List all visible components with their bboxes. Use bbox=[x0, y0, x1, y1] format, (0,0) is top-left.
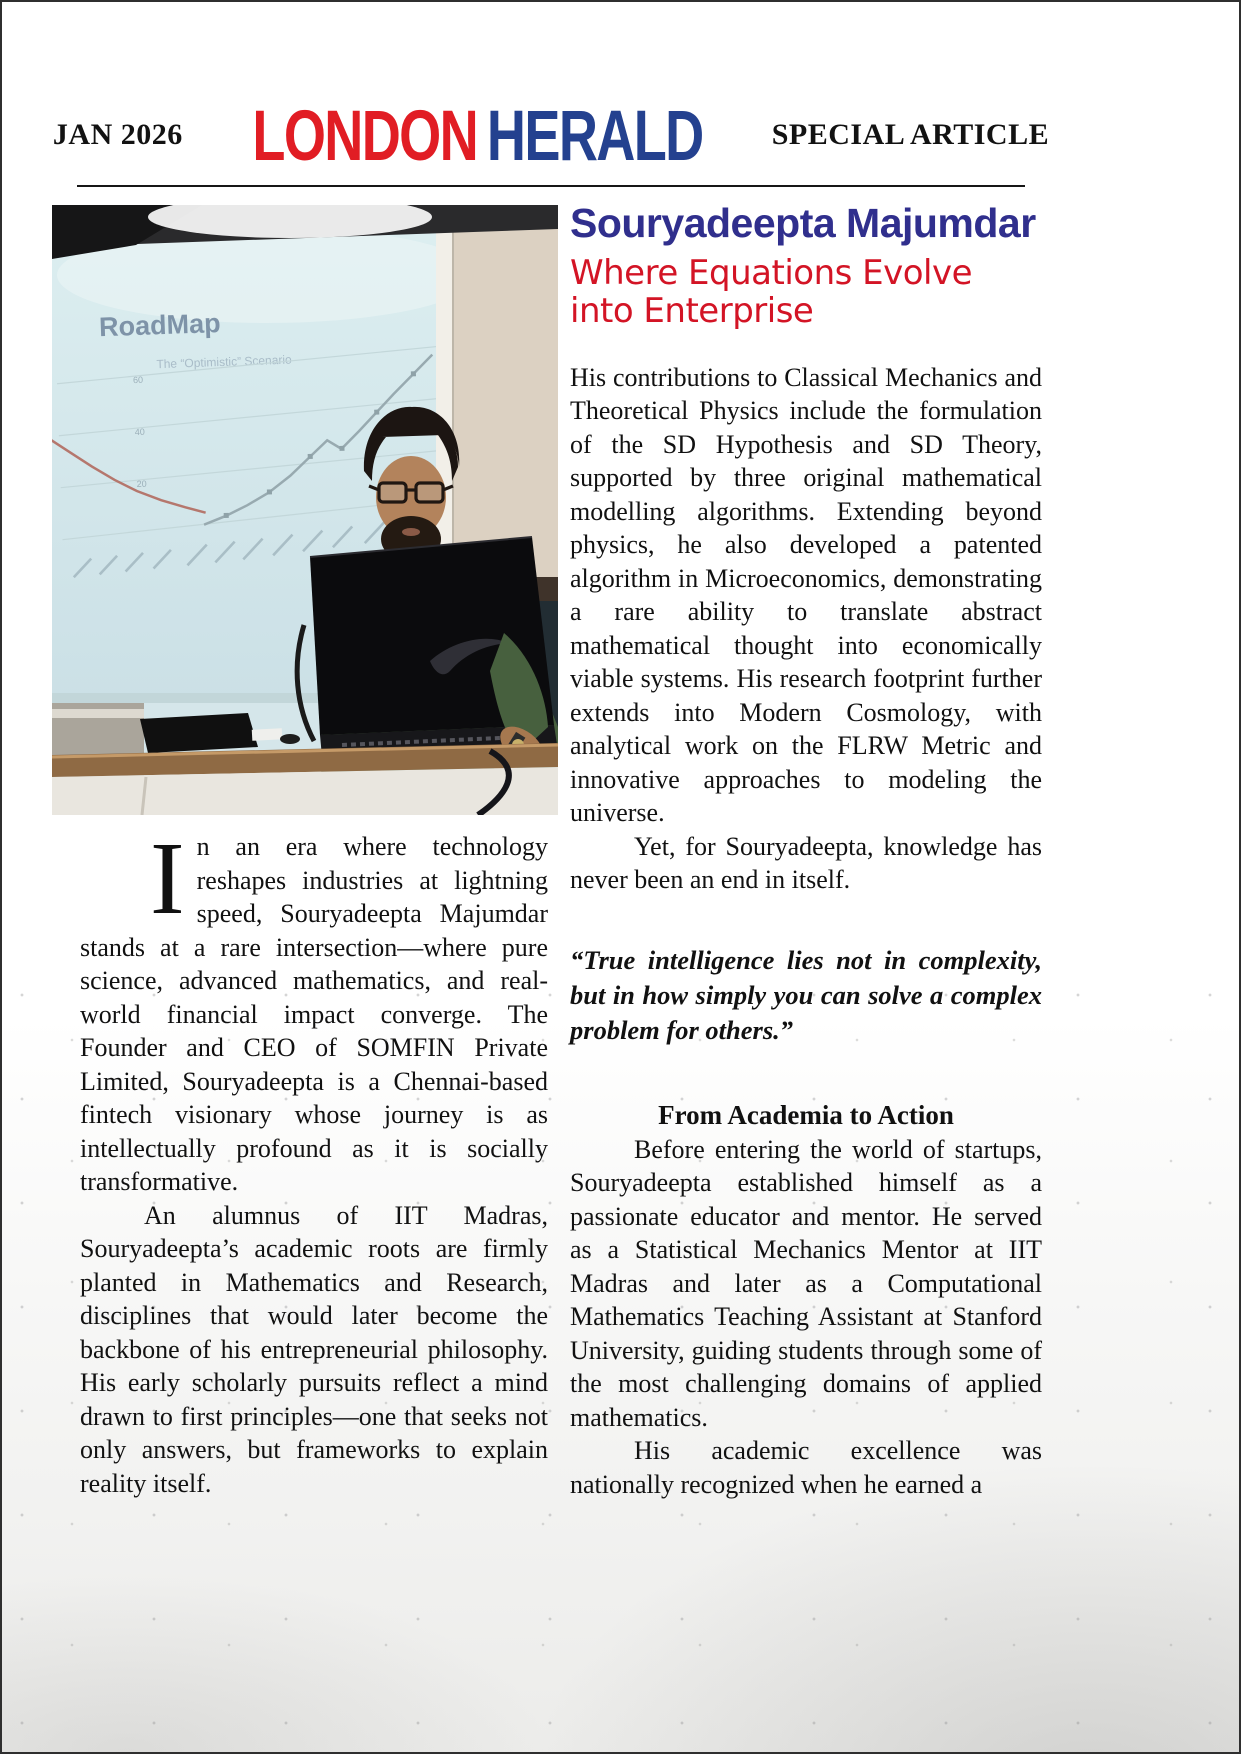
masthead bbox=[252, 95, 703, 175]
paragraph: His contributions to Classical Mechanics and Theoretical Physics include the formulation of the SD Hypothesis and SD Theory, supported by three original mathematical modelling algorithms. Extending beyond physics, he also developed a patented algorithm in Microeconomics, demonstrating a rare ability to translate abstract mathematical thought into economically viable systems. His research footprint further extends into Modern Cosmology, with analytical work on the FLRW Metric and innovative approaches to modeling the universe. bbox=[570, 362, 1042, 828]
lead-paragraph bbox=[80, 821, 548, 1199]
header-rule bbox=[77, 185, 1025, 187]
issue-date: JAN 2026 bbox=[52, 118, 183, 151]
speaker-photo-illustration bbox=[52, 205, 558, 815]
pull-quote: “True intelligence lies not in complexity, but in how simply you can solve a complex problem for others.” bbox=[570, 944, 1042, 1045]
left-column bbox=[80, 821, 548, 1500]
article-subtitle bbox=[570, 254, 1042, 331]
paragraph: His academic excellence was nationally recognized when he earned a bbox=[570, 1436, 1042, 1499]
article-subtitle-line2: into Enterprise bbox=[570, 291, 814, 332]
lead-paragraph-text: n an era where technology reshapes industries at lightning speed, Souryadeepta Majumdar stands at a rare intersection—where pure science, advanced mathematics, and real-world financial impact converge. The Founder and CEO of SOMFIN Private Limited, Souryadeepta is a Chennai-based fintech visionary whose journey is as intellectually profound as it is socially transformative. bbox=[80, 832, 548, 1196]
section-kicker: SPECIAL ARTICLE bbox=[771, 118, 1050, 151]
paragraph: Before entering the world of startups, Souryadeepta established himself as a passionate educator and mentor. He served as a Statistical Mechanics Mentor at IIT Madras and later as a Computational Mathematics Teaching Assistant at Stanford University, guiding students through some of the most challenging domains of applied mathematics. bbox=[570, 1134, 1042, 1432]
svg-text:60: 60 bbox=[132, 374, 144, 386]
section-heading: From Academia to Action bbox=[658, 1099, 954, 1130]
svg-text:20: 20 bbox=[136, 478, 147, 490]
paragraph: Yet, for Souryadeepta, knowledge has never been an end in itself. bbox=[570, 831, 1042, 895]
speaker-photo bbox=[52, 205, 558, 815]
article-subtitle-line1: Where Equations Evolve bbox=[570, 253, 973, 294]
slide-subtitle: The “Optimistic” Scenario bbox=[156, 352, 292, 372]
svg-text:40: 40 bbox=[134, 426, 145, 438]
paragraph: An alumnus of IIT Madras, Souryadeepta’s academic roots are firmly planted in Mathematics and Research, disciplines that would later become the backbone of his entrepreneurial philosophy. His early scholarly pursuits reflect a mind drawn to first principles—one that seeks not only answers, but frameworks to explain reality itself. bbox=[80, 1200, 548, 1498]
masthead-header bbox=[52, 95, 1050, 175]
right-column bbox=[570, 202, 1042, 1501]
masthead-herald: HERALD bbox=[486, 95, 703, 175]
slide-title: RoadMap bbox=[98, 308, 222, 343]
masthead-london: LONDON bbox=[252, 95, 477, 175]
drop-cap: I bbox=[150, 821, 185, 936]
article-title: Souryadeepta Majumdar bbox=[570, 200, 1036, 246]
